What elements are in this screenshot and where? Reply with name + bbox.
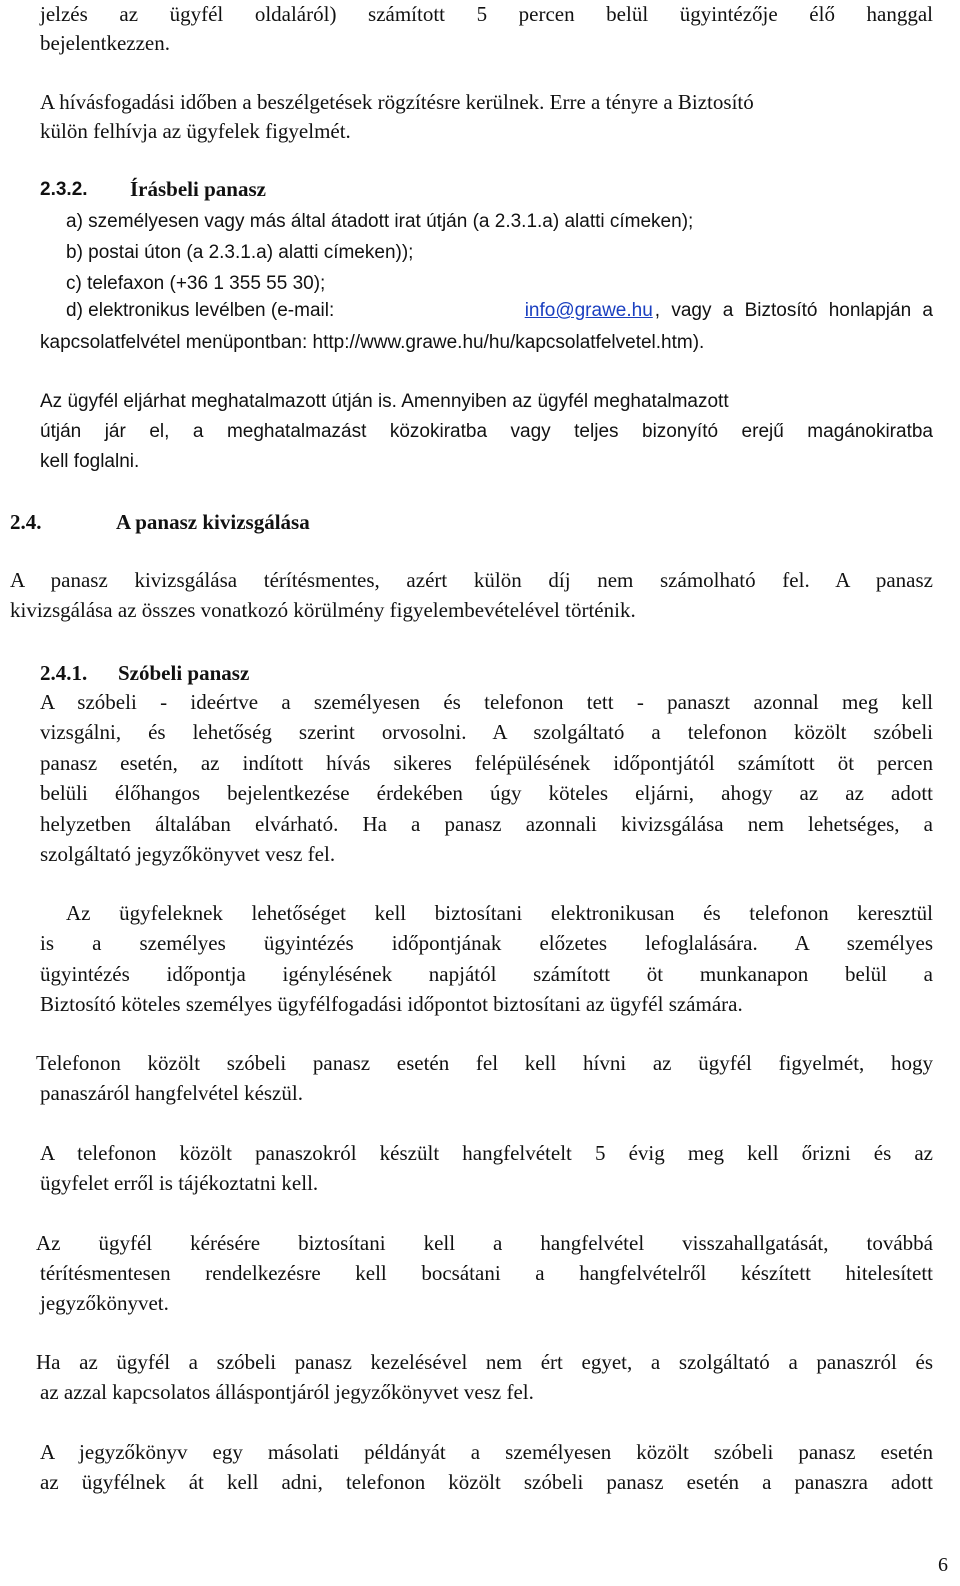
- text-line: az azzal kapcsolatos álláspontjáról jegyzőkönyvet vesz fel.: [40, 1380, 534, 1404]
- text-line: útján jár el, a meghatalmazást közokiratba vagy teljes bizonyító erejű magánokiratba: [40, 421, 933, 442]
- text-line: bejelentkezzen.: [40, 31, 170, 55]
- text-line: ügyfelet erről is tájékoztatni kell.: [40, 1171, 319, 1195]
- text-line: panasz esetén, az indított hívás sikeres felépülésének időpontjától számított öt percen: [40, 751, 933, 775]
- text-line: helyzetben általában elvárható. Ha a panasz azonnali kivizsgálása nem lehetséges, a: [40, 812, 933, 836]
- section-title: A panasz kivizsgálása: [116, 510, 310, 534]
- text-line: Biztosító köteles személyes ügyfélfogadási időpontot biztosítani az ügyfél számára.: [40, 992, 743, 1016]
- text-line: belüli élőhangos bejelentkezése érdekében úgy köteles eljárni, ahogy az az adott: [40, 781, 933, 805]
- list-item-label: d) elektronikus levélben (e-mail:: [66, 300, 335, 321]
- text-line: A jegyzőkönyv egy másolati példányát a személyesen közölt szóbeli panasz esetén: [40, 1440, 933, 1464]
- section-title: Írásbeli panasz: [130, 177, 266, 201]
- text-line: Az ügyfél eljárhat meghatalmazott útján is. Amennyiben az ügyfél meghatalmazott: [40, 391, 729, 412]
- text-line: Az ügyfeleknek lehetőséget kell biztosítani elektronikusan és telefonon keresztül: [66, 901, 933, 925]
- section-number: 2.4.1.: [40, 661, 88, 685]
- text-line: Ha az ügyfél a szóbeli panasz kezelésével nem ért egyet, a szolgáltató a panaszról és: [36, 1350, 933, 1374]
- text-line: ügyintézés időpontja igénylésének napjától számított öt munkanapon belül a: [40, 962, 933, 986]
- text-line: külön felhívja az ügyfelek figyelmét.: [40, 119, 351, 143]
- list-item-email: [66, 297, 933, 325]
- text-line: is a személyes ügyintézés időpontjának előzetes lefoglalására. A személyes: [40, 931, 933, 955]
- text-line: kivizsgálása az összes vonatkozó körülmény figyelembevételével történik.: [10, 598, 636, 622]
- list-item-label: , vagy a Biztosító honlapján a: [654, 300, 933, 321]
- text-line: szolgáltató jegyzőkönyvet vesz fel.: [40, 842, 336, 866]
- list-item: c) telefaxon (+36 1 355 55 30);: [66, 273, 326, 294]
- section-number: 2.3.2.: [40, 179, 88, 200]
- list-item: b) postai úton (a 2.3.1.a) alatti címeken));: [66, 242, 414, 263]
- text-line: panaszáról hangfelvétel készül.: [40, 1081, 303, 1105]
- list-item: kapcsolatfelvétel menüpontban: http://www.grawe.hu/hu/kapcsolatfelvetel.htm).: [40, 332, 705, 353]
- list-item: a) személyesen vagy más által átadott irat útján (a 2.3.1.a) alatti címeken);: [66, 211, 694, 232]
- section-number: 2.4.: [10, 510, 42, 534]
- text-line: vizsgálni, és lehetőség szerint orvosolni. A szolgáltató a telefonon közölt szóbeli: [40, 720, 933, 744]
- text-line: Telefonon közölt szóbeli panasz esetén fel kell hívni az ügyfél figyelmét, hogy: [36, 1051, 933, 1075]
- text-line: az ügyfélnek át kell adni, telefonon közölt szóbeli panasz esetén a panaszra adott: [40, 1470, 933, 1494]
- text-line: jelzés az ügyfél oldaláról) számított 5 percen belül ügyintézője élő hanggal: [40, 2, 933, 26]
- text-line: Az ügyfél kérésére biztosítani kell a hangfelvétel visszahallgatását, továbbá: [36, 1231, 933, 1255]
- page-number: 6: [938, 1554, 948, 1576]
- text-line: kell foglalni.: [40, 451, 140, 472]
- email-link[interactable]: info@grawe.hu: [524, 300, 653, 321]
- text-line: A hívásfogadási időben a beszélgetések rögzítésre kerülnek. Erre a tényre a Biztosító: [40, 90, 754, 114]
- text-line: jegyzőkönyvet.: [40, 1291, 169, 1315]
- text-line: A szóbeli - ideértve a személyesen és telefonon tett - panaszt azonnal meg kell: [40, 690, 933, 714]
- text-line: A telefonon közölt panaszokról készült hangfelvételt 5 évig meg kell őrizni és az: [40, 1141, 933, 1165]
- text-line: A panasz kivizsgálása térítésmentes, azért külön díj nem számolható fel. A panasz: [10, 568, 933, 592]
- section-title: Szóbeli panasz: [118, 661, 250, 685]
- text-line: térítésmentesen rendelkezésre kell bocsátani a hangfelvételről készített hitelesített: [40, 1261, 933, 1285]
